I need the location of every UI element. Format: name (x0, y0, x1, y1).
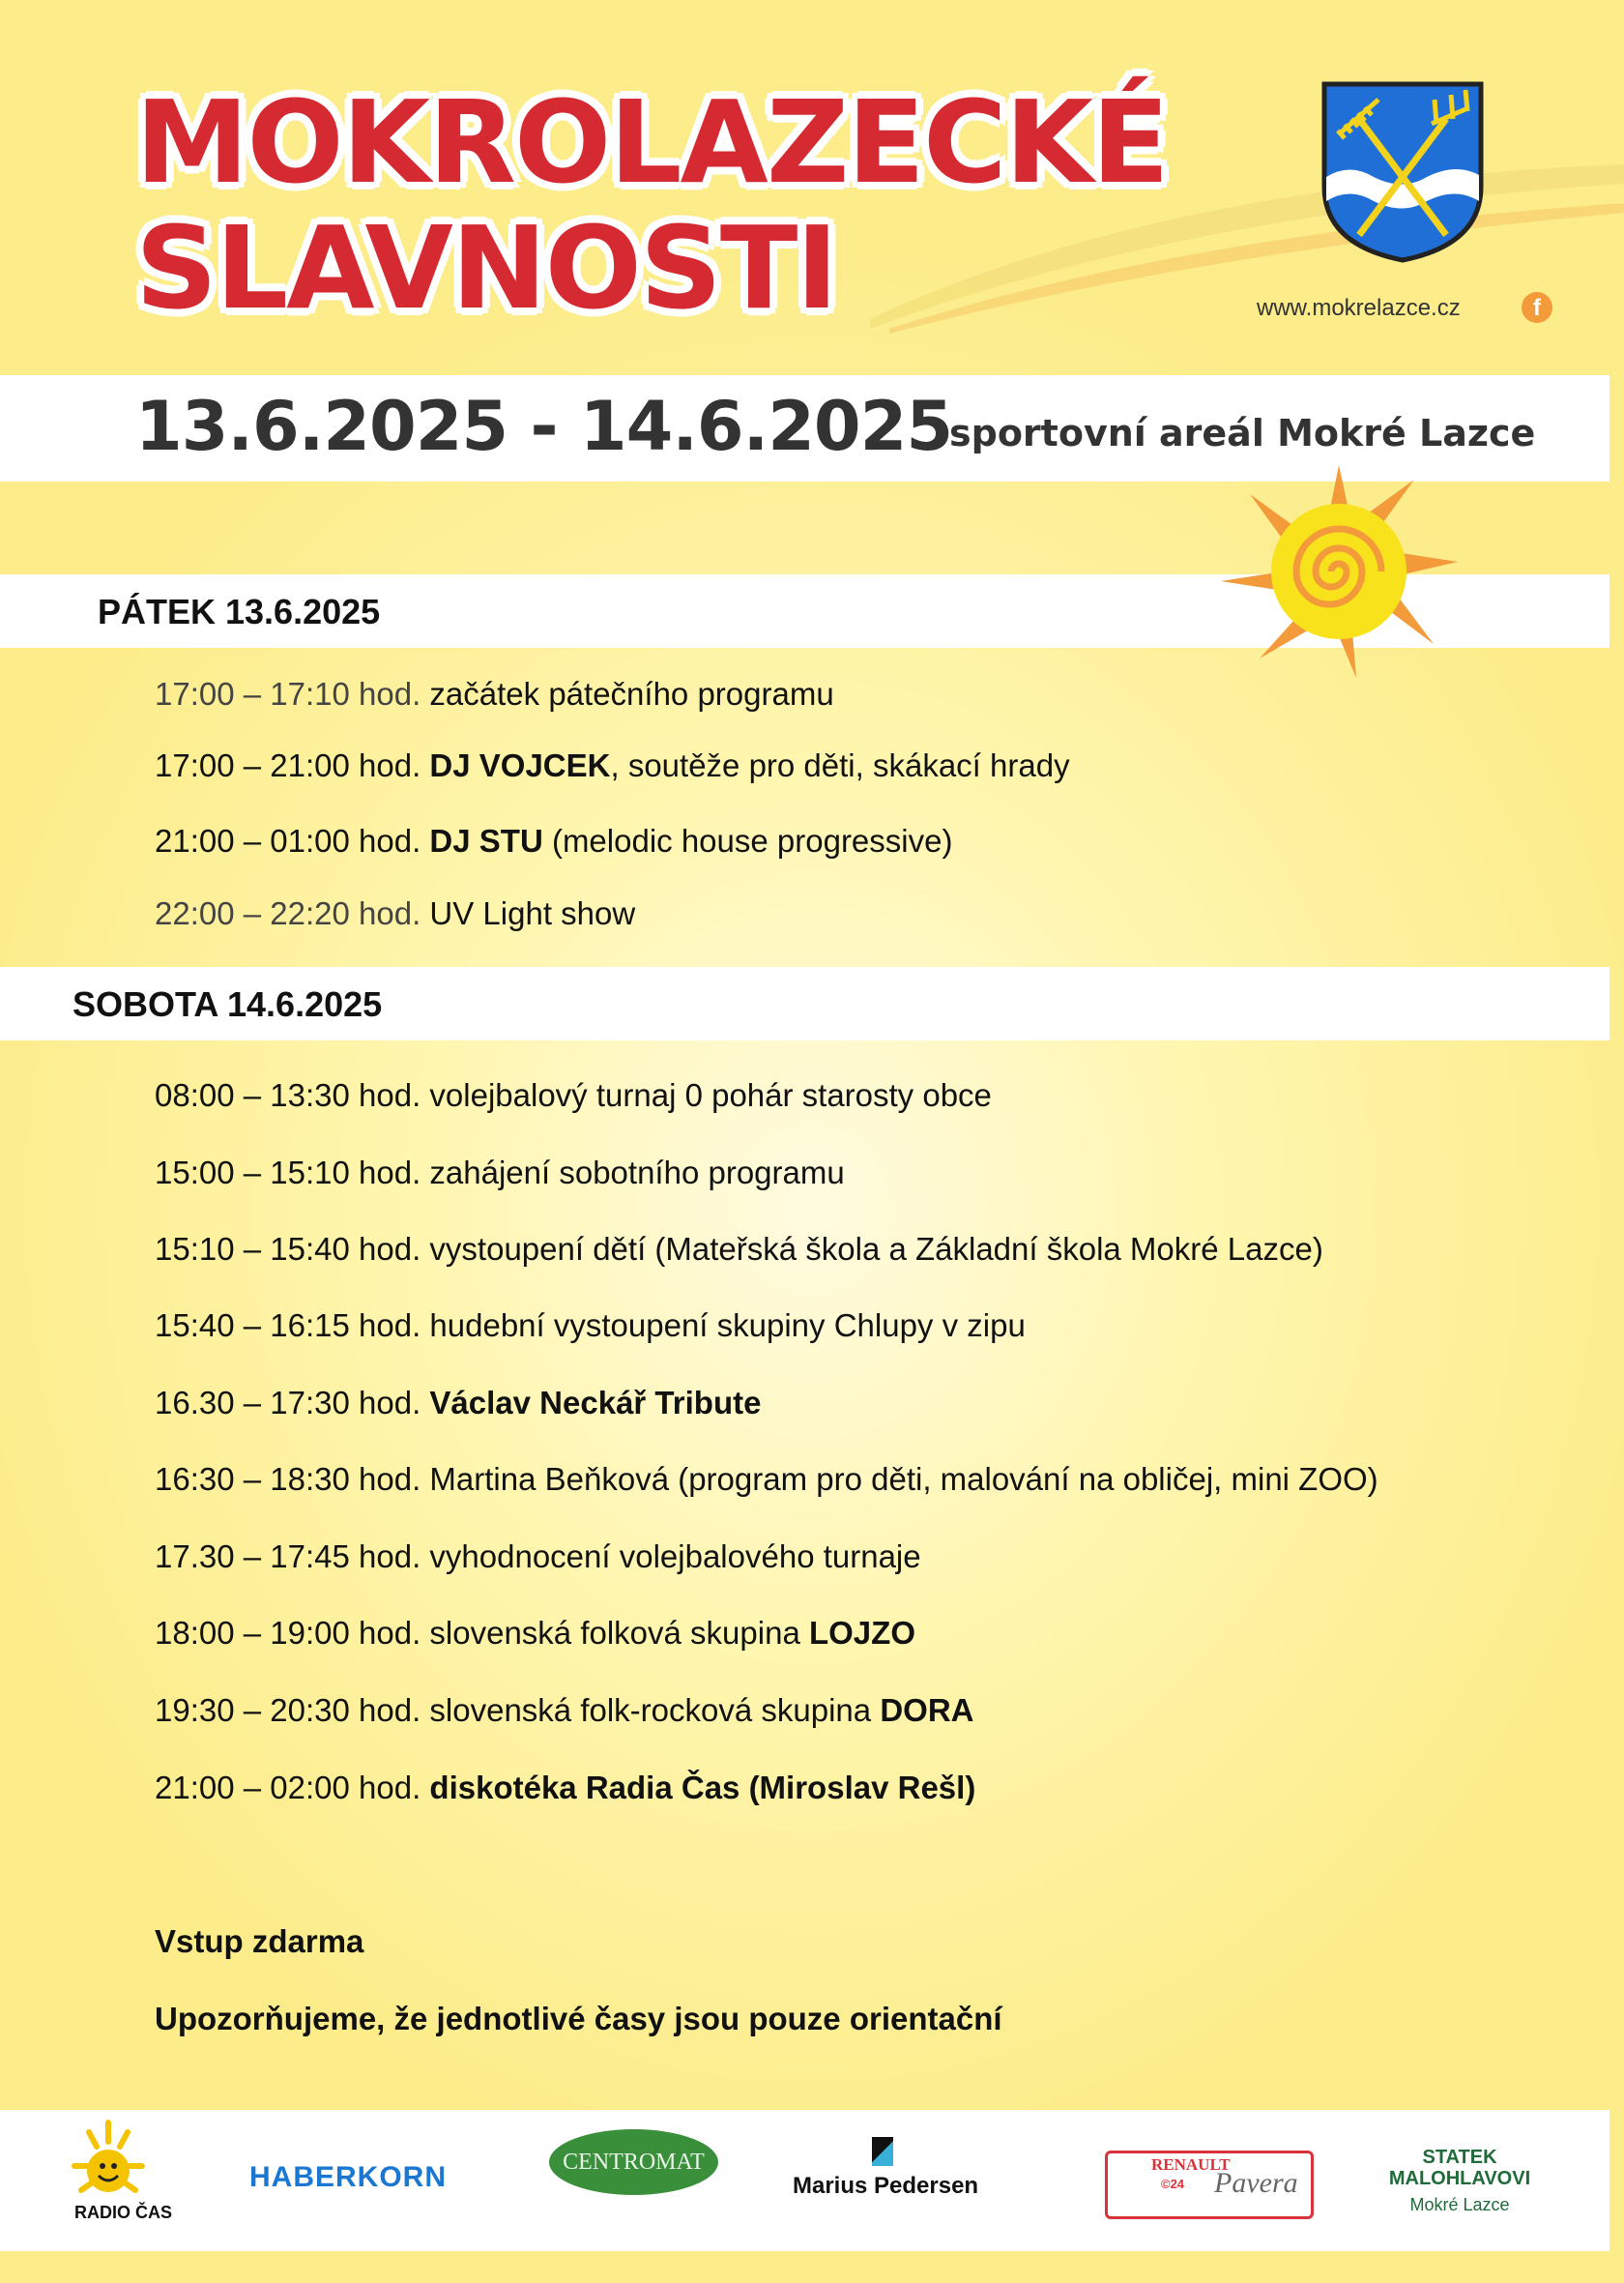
haberkorn-logo: HABERKORN (249, 2161, 447, 2193)
entry-note: Vstup zdarma (155, 1923, 364, 1959)
title-line-1: MOKROLAZECKÉ (135, 75, 1168, 209)
radio-cas-text: RADIO ČAS (74, 2203, 173, 2222)
schedule-item: 17:00 – 17:10 hod. začátek pátečního programu (155, 676, 834, 712)
schedule-item: 16:30 – 18:30 hod. Martina Beňková (program pro děti, malování na obličej, mini ZOO) (155, 1461, 1378, 1497)
disclaimer-note: Upozorňujeme, že jednotlivé časy jsou pouze orientační (155, 2001, 1002, 2036)
event-dates: 13.6.2025 - 14.6.2025 (135, 387, 953, 466)
marius-pedersen-text: Marius Pedersen (793, 2173, 979, 2199)
schedule-item: 21:00 – 02:00 hod. diskotéka Radia Čas (Miroslav Rešl) (155, 1770, 976, 1805)
schedule-item: 19:30 – 20:30 hod. slovenská folk-rocková skupina DORA (155, 1692, 974, 1728)
facebook-icon[interactable]: f (1522, 292, 1552, 323)
website-link[interactable]: www.mokrelazce.cz (1257, 295, 1461, 321)
radio-cas-logo (70, 2118, 173, 2224)
renault-pavera-logo (1105, 2151, 1314, 2219)
schedule-item: 22:00 – 22:20 hod. UV Light show (155, 895, 636, 931)
municipal-crest-icon (1320, 80, 1485, 264)
marius-pedersen-mark-icon (872, 2137, 893, 2166)
statek-malohlavovi-logo (1378, 2147, 1542, 2215)
malohlavovi-text: MALOHLAVOVI (1388, 2168, 1531, 2189)
schedule-item: 18:00 – 19:00 hod. slovenská folková skupina LOJZO (155, 1615, 915, 1651)
mokre-lazce-text: Mokré Lazce (1409, 2195, 1510, 2214)
schedule-item: 08:00 – 13:30 hod. volejbalový turnaj 0 pohár starosty obce (155, 1077, 992, 1113)
sponsors-band (0, 2110, 1610, 2251)
schedule-item: 15:00 – 15:10 hod. zahájení sobotního programu (155, 1155, 845, 1190)
schedule-item: 15:40 – 16:15 hod. hudební vystoupení skupiny Chlupy v zipu (155, 1307, 1026, 1343)
schedule-item: 17.30 – 17:45 hod. vyhodnocení volejbalového turnaje (155, 1538, 921, 1574)
schedule-item: 17:00 – 21:00 hod. DJ VOJCEK, soutěže pro děti, skákací hrady (155, 747, 1070, 783)
saturday-heading: SOBOTA 14.6.2025 (72, 984, 383, 1024)
sun-icon (1221, 465, 1458, 678)
schedule-item: 16.30 – 17:30 hod. Václav Neckář Tribute (155, 1385, 762, 1420)
event-location: sportovní areál Mokré Lazce (949, 412, 1536, 454)
friday-heading: PÁTEK 13.6.2025 (98, 592, 381, 631)
renault-24-text: ©24 (1161, 2177, 1185, 2191)
title-line-2: SLAVNOSTI (135, 201, 837, 335)
pavera-text: Pavera (1214, 2167, 1298, 2199)
centromat-logo: CENTROMAT (549, 2129, 718, 2195)
statek-text: STATEK (1422, 2147, 1497, 2168)
renault-text: RENAULT (1151, 2155, 1231, 2174)
schedule-item: 15:10 – 15:40 hod. vystoupení dětí (Mateřská škola a Základní škola Mokré Lazce) (155, 1231, 1323, 1267)
radio-cas-sun-icon (70, 2118, 147, 2205)
schedule-item: 21:00 – 01:00 hod. DJ STU (melodic house progressive) (155, 823, 953, 859)
